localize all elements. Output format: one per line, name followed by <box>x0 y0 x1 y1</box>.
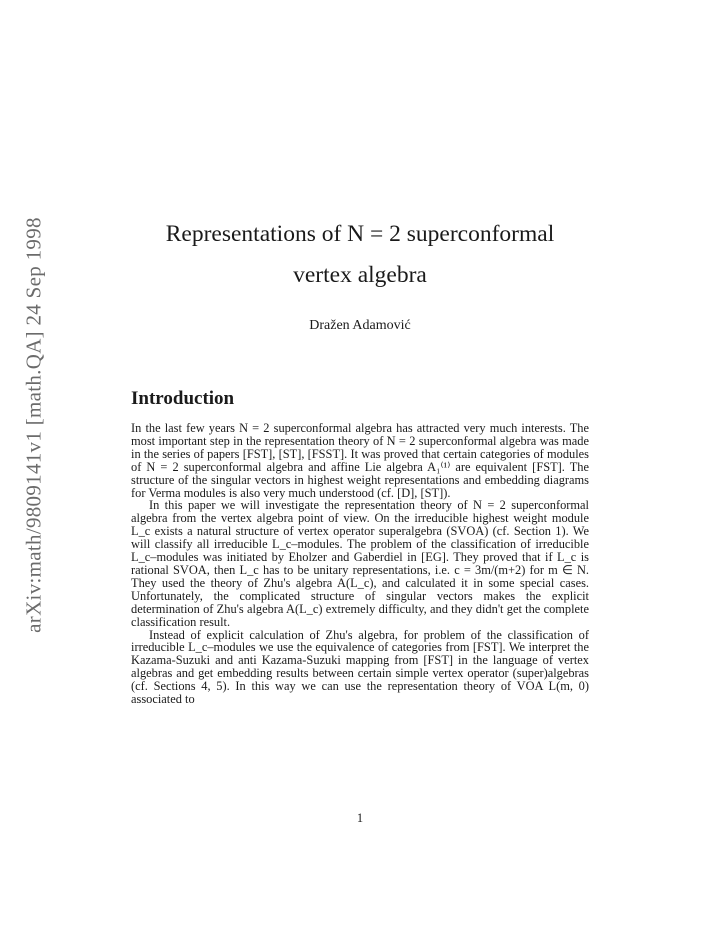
paper-title-line-2: vertex algebra <box>293 262 427 288</box>
paragraph: In this paper we will investigate the representation theory of N = 2 superconformal algebra from the vertex algebra point of view. On the irreducible highest weight module L_c exists a natural structure of vertex operator superalgebra (SVOA) (cf. Section 1). We will classify all irreducible L_c–modules. The problem of the classification of irreducible L_c–modules was initiated by Eholzer and Gaberdiel in [EG]. They proved that if L_c is rational SVOA, then L_c has to be unitary representations, i.e. c = 3m/(m+2) for m ∈ N. They used the theory of Zhu's algebra A(L_c), and calculated it in some special cases. Unfortunately, the complicated structure of singular vectors makes the explicit determination of Zhu's algebra A(L_c) extremely difficulty, and they didn't get the complete classification result. <box>131 498 589 629</box>
page-number: 1 <box>356 811 364 825</box>
section-heading: Introduction <box>131 388 235 409</box>
paragraph: Instead of explicit calculation of Zhu's algebra, for problem of the classification of irreducible L_c–modules we use the equivalence of categories from [FST]. We interpret the Kazama-Suzuki and anti Kazama-Suzuki mapping from [FST] in the language of vertex algebras and get embedding results between certain simple vertex operator (super)algebras (cf. Sections 4, 5). In this way we can use the representation theory of VOA L(m, 0) associated to <box>131 627 589 707</box>
paragraph: In the last few years N = 2 superconformal algebra has attracted very much interests. The most important step in the representation theory of N = 2 superconformal algebra was made in the series of papers [FST], [ST], [FSST]. It was proved that certain categories of modules of N = 2 superconformal algebra and affine Lie algebra A₁⁽¹⁾ are equivalent [FST]. The structure of the singular vectors in highest weight representations and embedding diagrams for Verma modules is also very much understood (cf. [D], [ST]). <box>131 421 589 500</box>
arxiv-identifier: arXiv:math/9809141v1 [math.QA] 24 Sep 1998 <box>21 217 46 633</box>
author-name: Dražen Adamović <box>309 318 411 333</box>
body-text <box>131 422 589 706</box>
paper-title-line-1: Representations of N = 2 superconformal <box>165 221 555 247</box>
